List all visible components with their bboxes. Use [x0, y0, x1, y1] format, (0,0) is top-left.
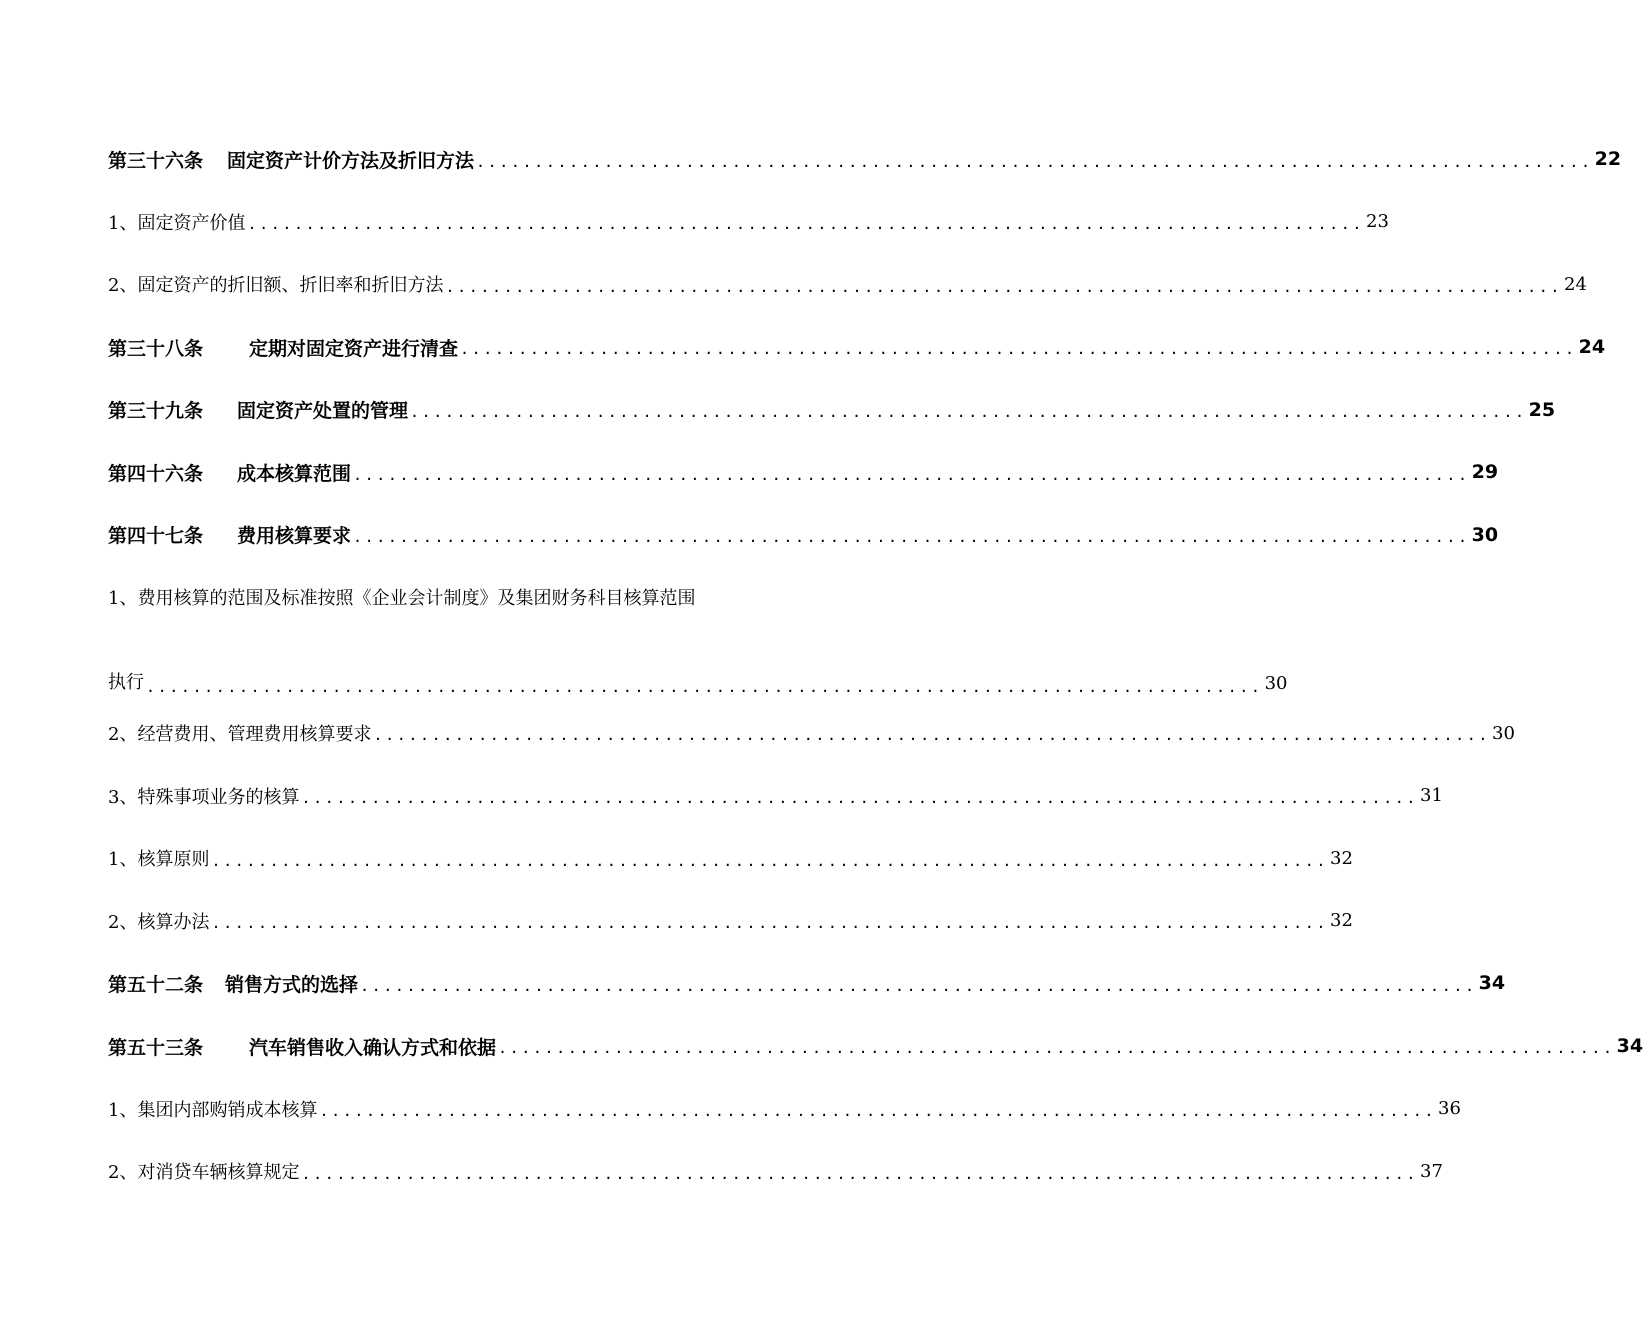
toc-entry[interactable] [108, 441, 1499, 504]
toc-entry-title: 2、核算办法 [108, 911, 210, 933]
toc-entry[interactable] [108, 890, 1353, 953]
dot-leader: ................................................................................................ [211, 914, 1329, 933]
toc-page-number: 36 [1438, 1098, 1461, 1120]
toc-entry[interactable] [108, 191, 1389, 254]
toc-page-number: 30 [1264, 672, 1288, 694]
dot-leader: ................................................................................................ [353, 465, 1470, 484]
toc-article-number: 第三十六条 [108, 149, 204, 172]
toc-entry[interactable] [108, 128, 1622, 191]
toc-entry[interactable] [108, 1077, 1461, 1140]
dot-leader: ................................................................................................ [360, 976, 1477, 995]
toc-page-number: 24 [1578, 336, 1606, 359]
toc-entry-title: 汽车销售收入确认方式和依据 [249, 1036, 497, 1059]
toc-entry[interactable] [108, 316, 1606, 379]
toc-entry-title: 1、固定资产价值 [108, 212, 246, 234]
toc-entry-title: 1、费用核算的范围及标准按照《企业会计制度》及集团财务科目核算范围 [108, 588, 696, 610]
toc-page-number: 37 [1420, 1160, 1443, 1182]
toc-entry-continuation[interactable] [108, 629, 1288, 702]
toc-page-number: 25 [1528, 398, 1556, 421]
toc-entry[interactable] [108, 764, 1443, 827]
toc-entry[interactable] [108, 378, 1556, 441]
toc-page-number: 34 [1478, 972, 1506, 995]
toc-entry[interactable] [108, 702, 1515, 765]
toc-entry-title: 3、特殊事项业务的核算 [108, 786, 300, 808]
toc-entry-title: 2、对消贷车辆核算规定 [108, 1162, 300, 1184]
toc-entry[interactable] [108, 566, 842, 629]
toc-entry-title: 成本核算范围 [237, 462, 352, 485]
toc-page-number: 24 [1564, 273, 1587, 295]
toc-article-number: 第三十八条 [108, 337, 204, 360]
toc-entry-title: 定期对固定资产进行清查 [249, 337, 459, 360]
dot-leader: ................................................................................................ [353, 528, 1470, 547]
dot-leader: ................................................................................................ [319, 1101, 1437, 1120]
toc-article-number: 第五十三条 [108, 1036, 204, 1059]
toc-article-number: 第四十七条 [108, 525, 204, 548]
toc-entry[interactable] [108, 952, 1506, 1015]
toc-entry-title-continuation: 执行 [108, 671, 144, 693]
toc-entry-title: 2、经营费用、管理费用核算要求 [108, 724, 372, 746]
toc-entry-title: 1、核算原则 [108, 849, 210, 871]
dot-leader: ................................................................................................ [498, 1039, 1615, 1058]
toc-page-number: 22 [1594, 148, 1622, 171]
toc-entry-title: 固定资产处置的管理 [237, 400, 409, 423]
dot-leader: ................................................................................................ [247, 215, 1365, 234]
dot-leader: ................................................................................................ [211, 851, 1329, 870]
toc-article-number: 第三十九条 [108, 400, 204, 423]
dot-leader: ................................................................................................ [445, 277, 1563, 296]
toc-page-number: 30 [1471, 523, 1499, 546]
toc-entry-title: 1、集团内部购销成本核算 [108, 1099, 318, 1121]
toc-page-number: 34 [1616, 1035, 1643, 1058]
toc-entry[interactable] [108, 827, 1353, 890]
toc-entry[interactable] [108, 1140, 1443, 1203]
toc-entry[interactable] [108, 253, 1587, 316]
toc-page-number: 32 [1330, 847, 1353, 869]
toc-entry[interactable] [108, 504, 1499, 567]
toc-entry-title: 固定资产计价方法及折旧方法 [227, 149, 475, 172]
toc-entry-title: 费用核算要求 [237, 525, 352, 548]
toc-article-number: 第五十二条 [108, 973, 204, 996]
toc-entry[interactable] [108, 1015, 1643, 1078]
toc-article-number: 第四十六条 [108, 462, 204, 485]
toc-page-number: 30 [1492, 722, 1515, 744]
toc-page-number: 23 [1366, 211, 1389, 233]
toc-entry-title: 销售方式的选择 [225, 973, 359, 996]
dot-leader: ................................................................................................ [373, 726, 1491, 745]
dot-leader: ................................................................................................ [301, 1164, 1419, 1183]
toc-page-number: 29 [1471, 461, 1499, 484]
dot-leader: ................................................................................................ [460, 340, 1577, 359]
dot-leader: ................................................................................................ [301, 788, 1419, 807]
toc-page-number: 31 [1420, 785, 1443, 807]
table-of-contents [108, 128, 1643, 1203]
dot-leader: ................................................................................................ [476, 152, 1593, 171]
dot-leader: ................................................................................................ [410, 402, 1527, 421]
toc-entry-title: 2、固定资产的折旧额、折旧率和折旧方法 [108, 275, 444, 297]
dot-leader: ................................................................................................ [146, 677, 1263, 696]
toc-page-number: 32 [1330, 910, 1353, 932]
